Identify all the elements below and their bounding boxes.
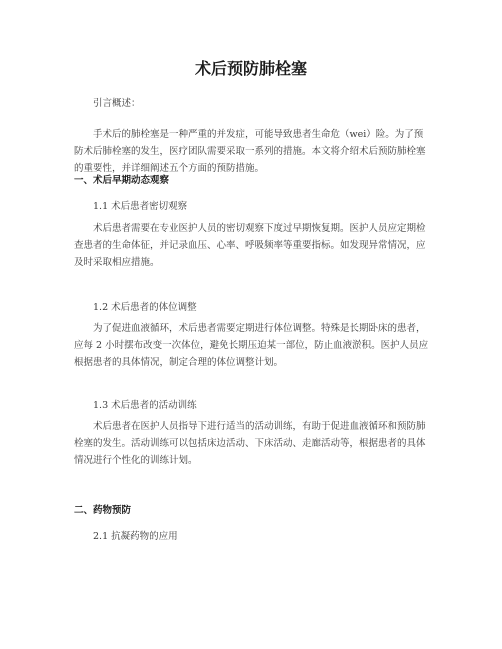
section-heading-2: 二、药物预防 <box>74 505 132 516</box>
subsection-heading-1-2: 1.2 术后患者的体位调整 <box>93 302 197 313</box>
intro-label: 引言概述： <box>93 98 141 109</box>
subsection-heading-2-1: 2.1 抗凝药物的应用 <box>93 531 178 542</box>
subsection-paragraph-1-3: 术后患者在医护人员指导下进行适当的活动训练，有助于促进血液循环和预防肺栓塞的发生。活动训练可以包括床边活动、下床活动、走廊活动等，根据患者的具体情况进行个性化的训练计划。 <box>74 421 426 466</box>
subsection-heading-1-1: 1.1 术后患者密切观察 <box>93 201 188 212</box>
intro-paragraph: 手术后的肺栓塞是一种严重的并发症，可能导致患者生命危（wei）险。为了预防术后肺栓塞的发生，医疗团队需要采取一系列的措施。本文将介绍术后预防肺栓塞的重要性，并详细阐述五个方面的预防措施。 <box>74 129 426 174</box>
section-heading-1: 一、术后早期动态观察 <box>74 175 170 186</box>
subsection-paragraph-1-1: 术后患者需要在专业医护人员的密切观察下度过早期恢复期。医护人员应定期检查患者的生命体征，并记录血压、心率、呼吸频率等重要指标。如发现异常情况，应及时采取相应措施。 <box>74 223 426 268</box>
subsection-heading-1-3: 1.3 术后患者的活动训练 <box>93 400 197 411</box>
document-title: 术后预防肺栓塞 <box>194 59 307 78</box>
subsection-paragraph-1-2: 为了促进血液循环，术后患者需要定期进行体位调整。特殊是长期卧床的患者，应每 2 小时摆布改变一次体位，避免长期压迫某一部位，防止血液淤积。医护人员应根据患者的具体情况，制定合理的体位调整计划。 <box>74 323 429 368</box>
